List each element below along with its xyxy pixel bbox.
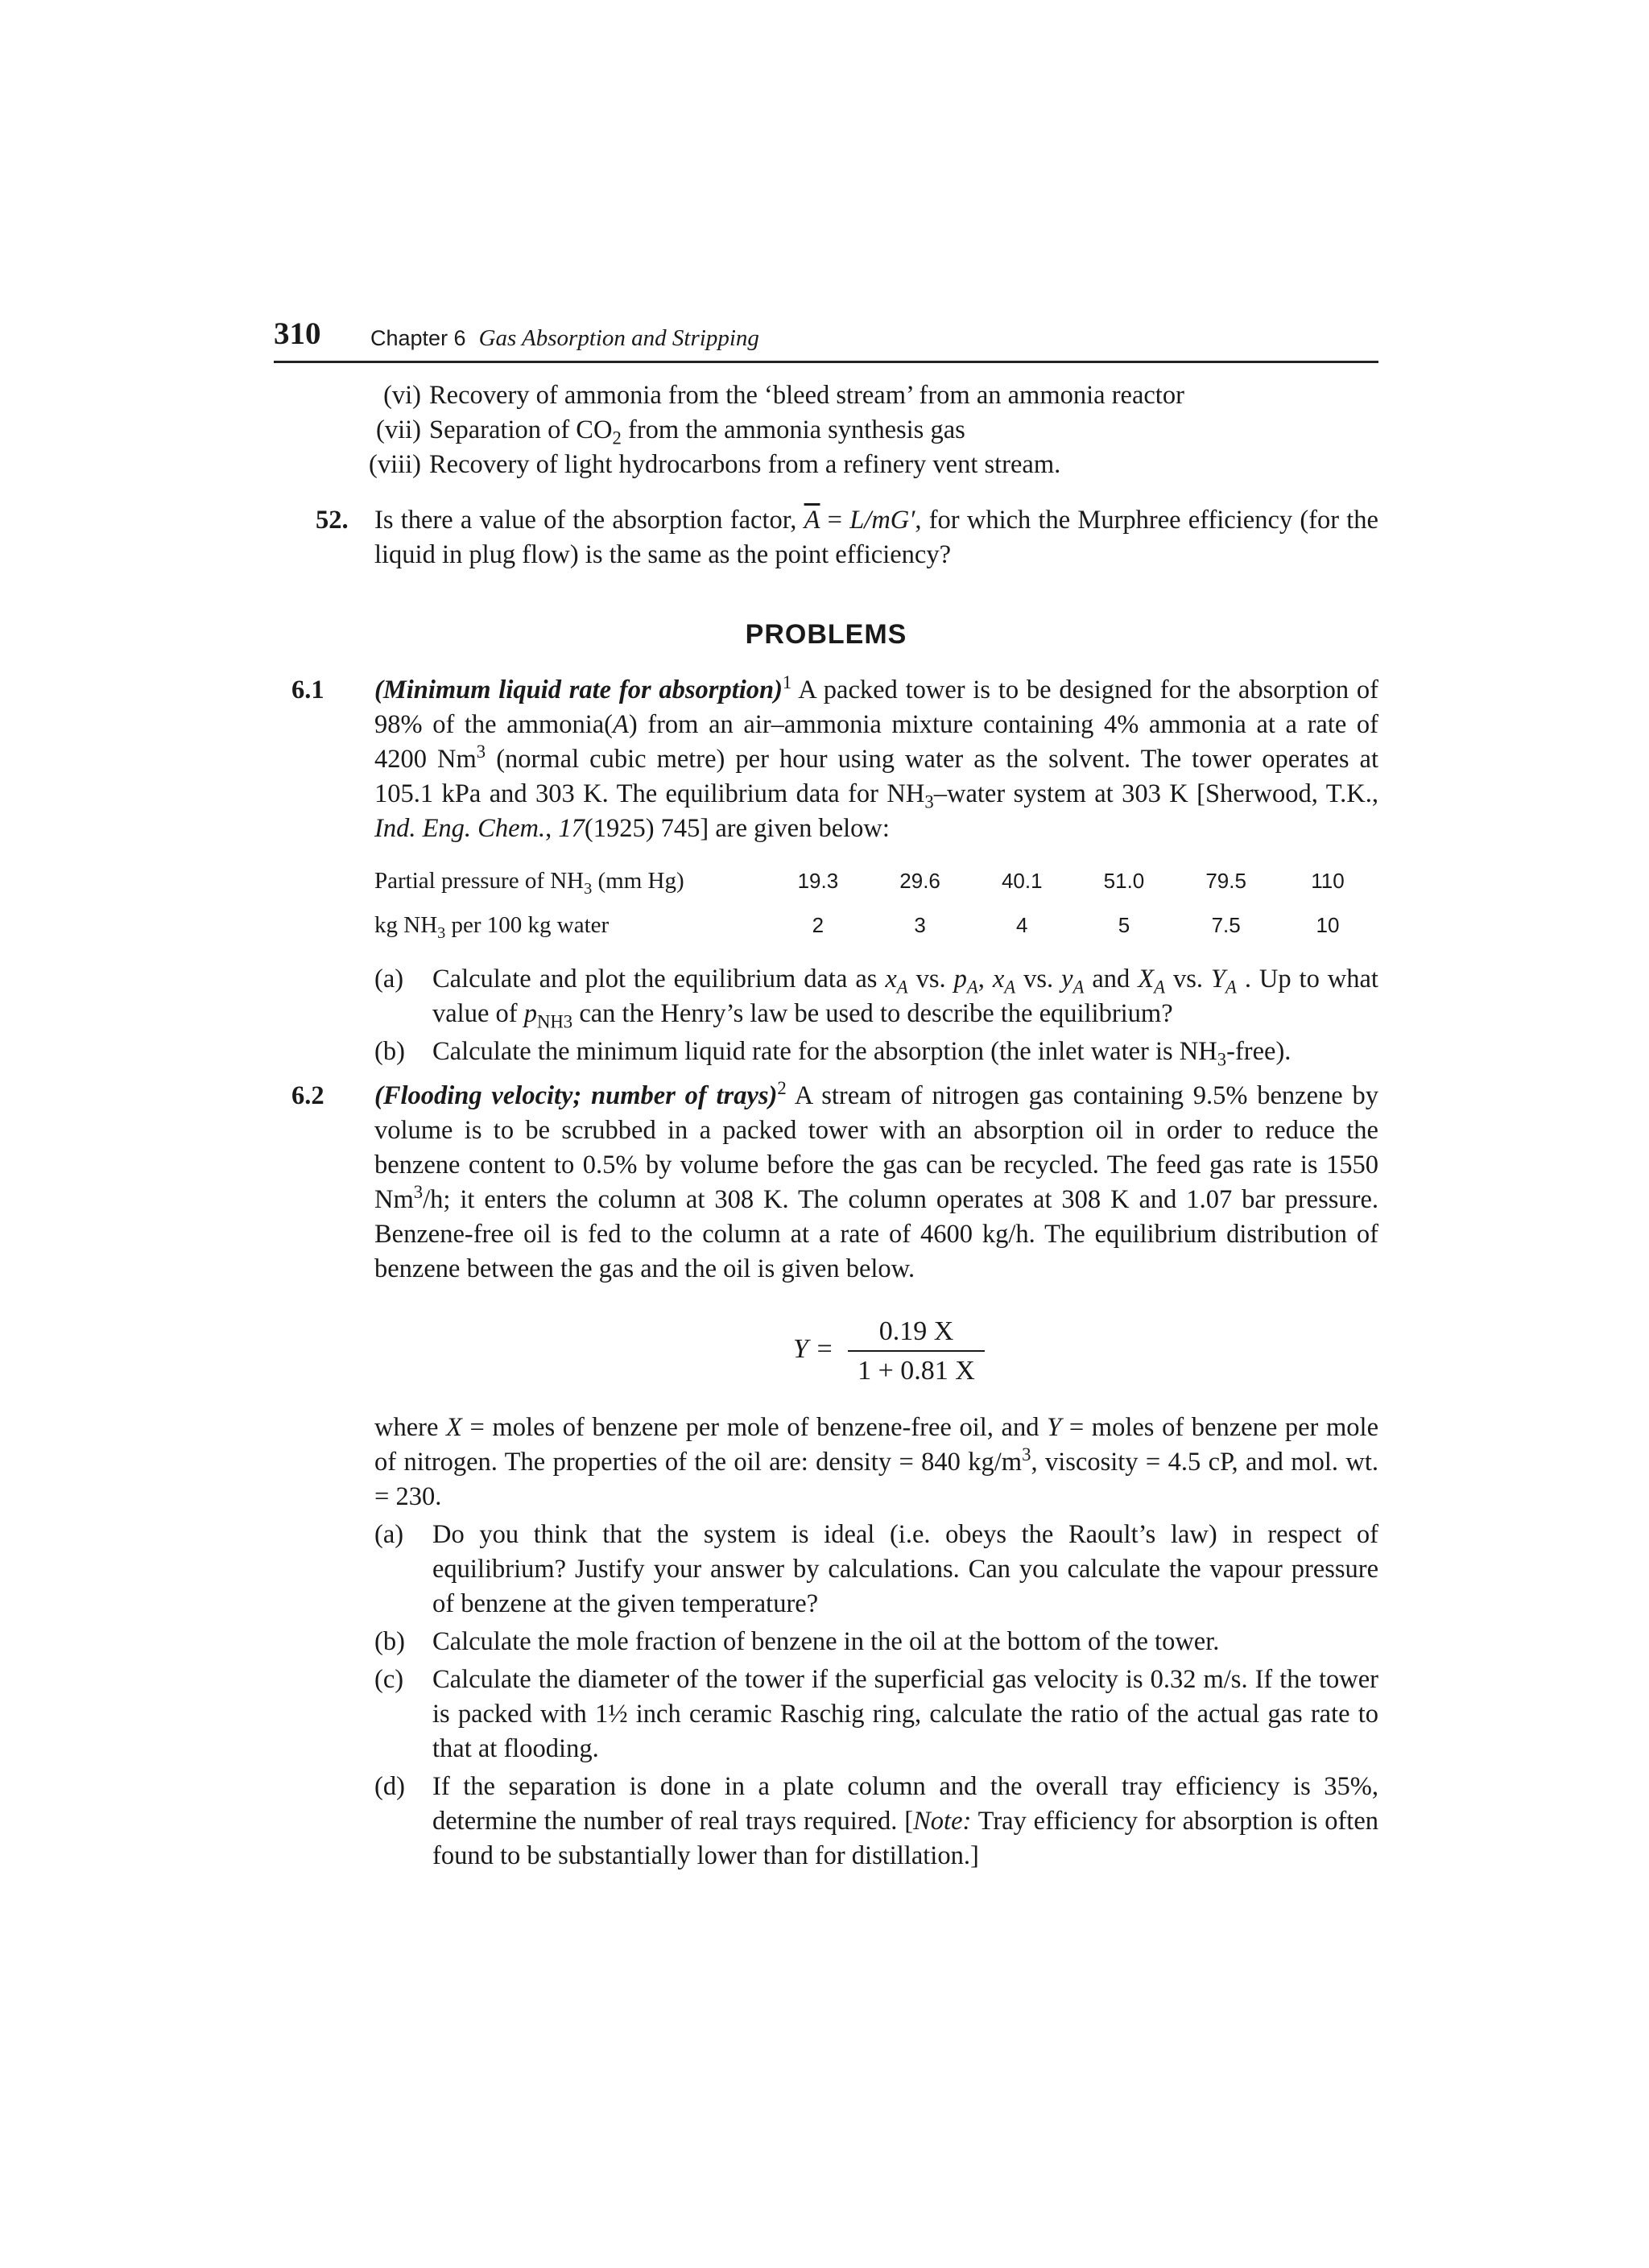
table-cell: 19.3 <box>797 869 839 893</box>
subscript: A <box>896 977 908 998</box>
journal-name: Ind. Eng. Chem. <box>374 814 546 843</box>
text: , <box>545 814 559 843</box>
text: kg NH <box>374 912 438 938</box>
table-cell: 5 <box>1118 913 1130 937</box>
footnote-ref: 1 <box>782 672 792 693</box>
note-label: Note: <box>913 1807 972 1836</box>
text: and <box>1084 965 1139 994</box>
variable-definitions <box>374 1411 1378 1514</box>
text: (normal cubic metre) per hour using water as the solvent. The tower operates at 105.1 kPa and 303 K. The equilibrium data for NH <box>374 745 1379 808</box>
table-cell: 51.0 <box>1103 869 1145 893</box>
list-item-text: Separation of CO <box>429 415 613 444</box>
table-row <box>374 903 1378 948</box>
equilibrium-data-table <box>374 859 1378 948</box>
section-title: PROBLEMS <box>745 619 907 650</box>
subscript: A <box>1225 977 1237 998</box>
text: -free). <box>1226 1037 1292 1066</box>
text: /h; it enters the column at 308 K. The column operates at 308 K and 1.07 bar pressure. Benzene-free oil is fed to the column at a rate of 4600 kg/h. The equilibrium distribution of benzene between the gas and the oil is given below. <box>374 1185 1378 1283</box>
symbol: A <box>612 710 629 739</box>
text: Partial pressure of NH <box>374 868 585 894</box>
list-item-label: (vi) <box>383 381 421 410</box>
question-text: , for which the Murphree efficiency (for the liquid in plug flow) is the same as the point efficiency? <box>374 506 1378 569</box>
page-number: 310 <box>274 316 321 351</box>
subscript: A <box>1072 977 1085 998</box>
problem-part-a <box>374 1518 1378 1621</box>
symbol: y <box>1061 965 1073 994</box>
text: If the separation is done in a plate column and the overall tray efficiency is 35%, determine the number of real trays required. [ <box>432 1772 1378 1836</box>
part-label: (a) <box>374 1520 404 1549</box>
superscript: 3 <box>476 742 486 762</box>
absorption-factor-symbol: $\overline{A}$ <box>804 506 820 535</box>
question-text: = <box>820 506 850 535</box>
table-cell: 3 <box>914 913 926 937</box>
text: , <box>977 965 993 994</box>
text: Calculate and plot the equilibrium data as <box>432 965 886 994</box>
part-text: Do you think that the system is ideal (i.e. obeys the Raoult’s law) in respect of equilibrium? Justify your answer by calculations. Can you calculate the vapour pressure of benzene at the given temperature? <box>432 1520 1378 1618</box>
row-label <box>374 903 767 948</box>
part-label: (d) <box>374 1772 405 1801</box>
fraction-denominator: 1 + 0.81 X <box>858 1356 975 1386</box>
table-cell: 2 <box>812 913 824 937</box>
text: –water system at 303 K [Sherwood, T.K., <box>933 779 1378 808</box>
text: vs. <box>1015 965 1062 994</box>
symbol: X <box>446 1413 462 1442</box>
text: = moles of benzene per mole of nitrogen. The properties of the oil are: density = 840 kg/m <box>374 1413 1379 1477</box>
text: . Up to what value of <box>432 965 1378 1028</box>
list-item-text: Recovery of light hydrocarbons from a refinery vent stream. <box>429 450 1061 479</box>
problem-part-b <box>374 1625 1378 1659</box>
part-label: (b) <box>374 1037 405 1066</box>
table-cell: 79.5 <box>1205 869 1246 893</box>
page-content <box>274 378 1378 1873</box>
subscript: 2 <box>612 428 622 448</box>
problem-6-2 <box>274 1079 1378 1873</box>
running-head <box>370 325 759 352</box>
footnote-ref: 2 <box>777 1078 787 1099</box>
table-cell: 40.1 <box>1001 869 1043 893</box>
list-item-vi <box>274 378 1378 413</box>
text: A packed tower is to be designed for the absorption of 98% of the ammonia( <box>374 675 1378 739</box>
table-row <box>374 859 1378 903</box>
fraction-numerator: 0.19 X <box>848 1314 985 1352</box>
journal-volume: 17 <box>558 814 585 843</box>
list-item-vii <box>274 413 1378 448</box>
formula-expression: L/mG′ <box>849 506 915 535</box>
symbol: x <box>992 965 1005 994</box>
problem-part-a <box>374 962 1378 1031</box>
symbol: Y <box>1210 965 1225 994</box>
text: , viscosity = 4.5 cP, and mol. wt. = 230. <box>374 1448 1378 1511</box>
table-cell: 10 <box>1316 913 1340 937</box>
text: (1925) 745] are given below: <box>584 814 890 843</box>
text: Calculate the minimum liquid rate for the absorption (the inlet water is NH <box>432 1037 1217 1066</box>
subscript: NH3 <box>536 1011 573 1032</box>
part-label: (b) <box>374 1627 405 1656</box>
problem-6-1 <box>274 673 1378 1069</box>
problem-part-d <box>374 1770 1378 1873</box>
text: can the Henry’s law be used to describe the equilibrium? <box>572 999 1173 1028</box>
problem-number: 6.2 <box>291 1081 324 1110</box>
symbol: p <box>953 965 967 994</box>
chapter-label: Chapter 6 <box>370 326 466 350</box>
text: vs. <box>907 965 954 994</box>
symbol: x <box>885 965 897 994</box>
list-item-text: from the ammonia synthesis gas <box>621 415 965 444</box>
part-text: Calculate the mole fraction of benzene in the oil at the bottom of the tower. <box>432 1627 1220 1656</box>
text: vs. <box>1165 965 1211 994</box>
equation-lhs: Y = <box>793 1334 834 1364</box>
subscript: 3 <box>584 879 593 898</box>
question-number: 52. <box>316 506 349 535</box>
subscript: A <box>966 977 978 998</box>
text: ) from an air–ammonia mixture containing 4% ammonia at a rate of 4200 Nm <box>374 710 1378 774</box>
part-label: (a) <box>374 965 404 994</box>
problem-title: (Flooding velocity; number of trays) <box>374 1081 778 1110</box>
part-label: (c) <box>374 1665 404 1694</box>
symbol: p <box>523 999 537 1028</box>
text: where <box>374 1413 447 1442</box>
equilibrium-equation <box>374 1314 1378 1386</box>
text: Tray efficiency for absorption is often found to be substantially lower than for distillation.] <box>432 1807 1378 1870</box>
list-item-label: (vii) <box>376 415 421 444</box>
equation-fraction <box>848 1314 985 1388</box>
list-item-label: (viii) <box>369 450 421 479</box>
table-cell: 110 <box>1311 869 1345 893</box>
subscript: A <box>1004 977 1016 998</box>
text: per 100 kg water <box>445 912 610 938</box>
symbol: X <box>1138 965 1155 994</box>
row-label <box>374 859 767 903</box>
table-cell: 4 <box>1016 913 1028 937</box>
page-header <box>274 316 1378 363</box>
problem-statement <box>374 673 1378 846</box>
superscript: 3 <box>413 1182 424 1203</box>
list-item-viii <box>274 448 1378 482</box>
list-item-text: Recovery of ammonia from the ‘bleed stream’ from an ammonia reactor <box>429 381 1184 410</box>
problem-statement <box>374 1079 1378 1287</box>
problem-part-b <box>374 1035 1378 1069</box>
subscript: A <box>1154 977 1165 998</box>
subscript: 3 <box>1217 1049 1227 1070</box>
table-cell: 7.5 <box>1211 913 1241 937</box>
text: A stream of nitrogen gas containing 9.5% benzene by volume is to be scrubbed in a packed tower with an absorption oil in order to reduce the benzene content to 0.5% by volume before the gas can be recycled. The feed gas rate is 1550 Nm <box>374 1081 1378 1214</box>
symbol: Y <box>1047 1413 1062 1442</box>
table-cell: 29.6 <box>899 869 940 893</box>
text: (mm Hg) <box>592 868 684 894</box>
problem-part-c <box>374 1663 1378 1766</box>
text: = moles of benzene per mole of benzene-free oil, and <box>461 1413 1048 1442</box>
part-text: Calculate the diameter of the tower if the superficial gas velocity is 0.32 m/s. If the tower is packed with 1½ inch ceramic Raschig ring, calculate the ratio of the actual gas rate to that at flooding. <box>432 1665 1378 1763</box>
question-text: Is there a value of the absorption factor, <box>374 506 804 535</box>
problem-number: 6.1 <box>291 675 324 704</box>
superscript: 3 <box>1022 1444 1031 1465</box>
problem-title: (Minimum liquid rate for absorption) <box>374 675 783 704</box>
question-52 <box>274 503 1378 572</box>
subscript: 3 <box>924 791 934 812</box>
subscript: 3 <box>437 923 446 942</box>
chapter-title: Gas Absorption and Stripping <box>478 325 759 351</box>
